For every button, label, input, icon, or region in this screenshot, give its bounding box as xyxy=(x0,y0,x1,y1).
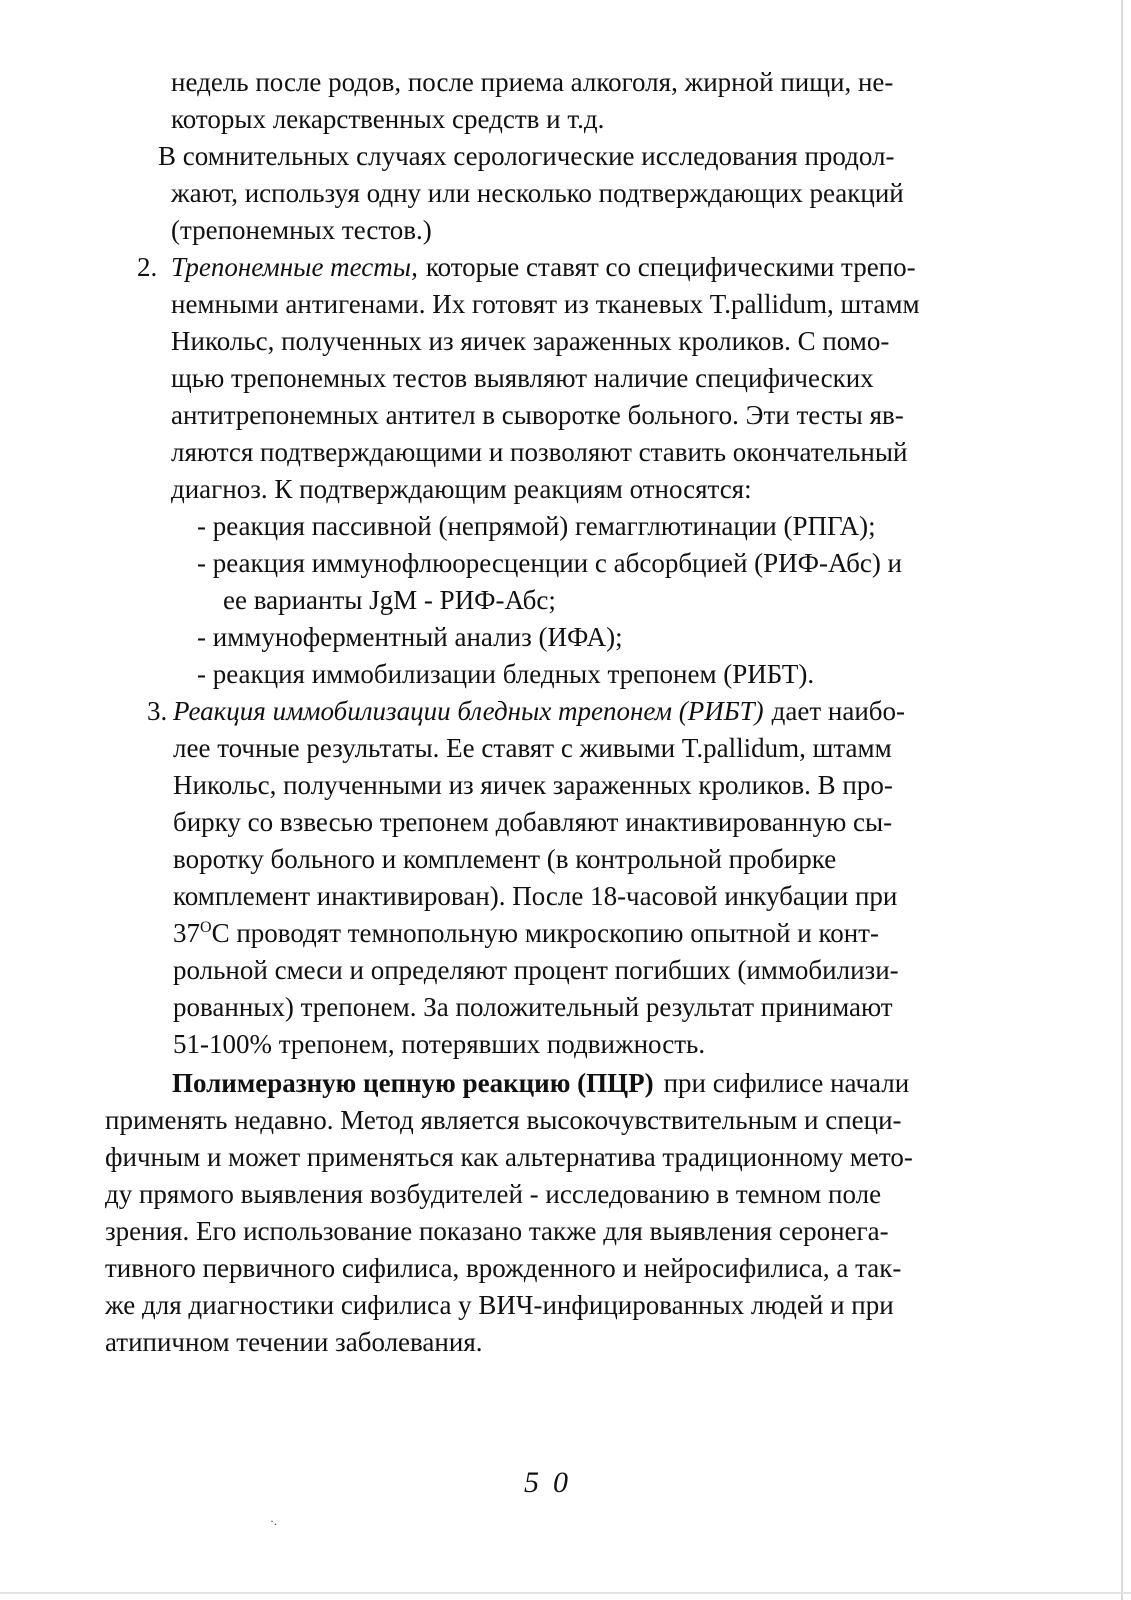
text-line: фичным и может применяться как альтернатива традиционному мето- xyxy=(105,1142,913,1172)
text-line: щью трепонемных тестов выявляют наличие специфических xyxy=(171,363,874,393)
text-line: (трепонемных тестов.) xyxy=(171,215,432,245)
page-edge-line xyxy=(1121,0,1123,1600)
pcr-first-line: Полимеразную цепную реакцию (ПЦР) при сифилисе начали xyxy=(172,1065,1015,1102)
reaction-item-continuation: ее варианты JgM - РИФ-Абс; xyxy=(223,585,556,615)
text-line: недель после родов, после приема алкоголя, жирной пищи, не- xyxy=(171,67,894,97)
page-bottom-line xyxy=(0,1592,1131,1594)
text-line: рованных) трепонем. За положительный результат принимают xyxy=(173,992,893,1022)
text-line: 51-100% трепонем, потерявших подвижность. xyxy=(173,1029,706,1059)
text-line: Никольс, полученными из яичек зараженных кроликов. В про- xyxy=(173,770,893,800)
text-line: Никольс, полученных из яичек зараженных кроликов. С помо- xyxy=(171,326,890,356)
text-line: диагноз. К подтверждающим реакциям относятся: xyxy=(171,474,752,504)
item-number: 2. xyxy=(137,252,158,282)
reaction-item: - реакция иммобилизации бледных трепонем (РИБТ). xyxy=(197,659,815,689)
text-line: воротку больного и комплемент (в контрольной пробирке xyxy=(173,844,837,874)
text-line: ляются подтверждающими и позволяют ставить окончательный xyxy=(171,437,908,467)
item-title: Реакция иммобилизации бледных трепонем (РИБТ) xyxy=(173,696,764,726)
item-title: Трепонемные тесты, xyxy=(171,252,418,282)
text-line: немными антигенами. Их готовят из тканевых T.pallidum, штамм xyxy=(171,289,920,319)
text-line: ду прямого выявления возбудителей - исследованию в темном поле xyxy=(105,1179,882,1209)
text-line: комплемент инактивирован). После 18-часовой инкубации при xyxy=(173,881,898,911)
text-line: лее точные результаты. Ее ставят с живыми T.pallidum, штамм xyxy=(173,733,892,763)
reaction-item: - иммуноферментный анализ (ИФА); xyxy=(197,622,623,652)
text-line: рольной смеси и определяют процент погибших (иммобилизи- xyxy=(173,955,899,985)
text-line: $37^OС$ проводят темнопольную микроскопию опытной и конт- xyxy=(173,918,879,948)
reaction-item: - реакция иммунофлюоресценции с абсорбцией (РИФ-Абс) и xyxy=(197,548,903,578)
item-number: 3. xyxy=(147,696,168,726)
text-line: антитрепонемных антител в сыворотке больного. Эти тесты яв- xyxy=(171,400,904,430)
text-line: тивного первичного сифилиса, врожденного и нейросифилиса, а так- xyxy=(105,1253,902,1283)
reaction-item: - реакция пассивной (непрямой) гемагглютинации (РПГА); xyxy=(197,511,876,541)
text-line: жают, используя одну или несколько подтверждающих реакций xyxy=(171,178,904,208)
text-line: атипичном течении заболевания. xyxy=(105,1327,483,1357)
bold-term: Полимеразную цепную реакцию (ПЦР) xyxy=(172,1068,654,1098)
page-number: 50 xyxy=(524,1466,582,1499)
text-line: В сомнительных случаях серологические исследования продол- xyxy=(158,141,895,171)
text-line: бирку со взвесью трепонем добавляют инактивированную сы- xyxy=(173,807,893,837)
list-item-2-first-line: 2. Трепонемные тесты, которые ставят со специфическими трепо- xyxy=(137,249,1013,286)
scan-speck: ·. xyxy=(270,1514,277,1528)
text-line: которых лекарственных средств и т.д. xyxy=(171,104,605,134)
text-line: применять недавно. Метод является высокочувствительным и специ- xyxy=(105,1105,902,1135)
list-item-3-first-line: 3. Реакция иммобилизации бледных трепонем (РИБТ) дает наибо- xyxy=(147,693,1013,730)
text-line: зрения. Его использование показано также для выявления серонега- xyxy=(105,1216,889,1246)
text-line: же для диагностики сифилиса у ВИЧ-инфицированных людей и при xyxy=(105,1290,894,1320)
